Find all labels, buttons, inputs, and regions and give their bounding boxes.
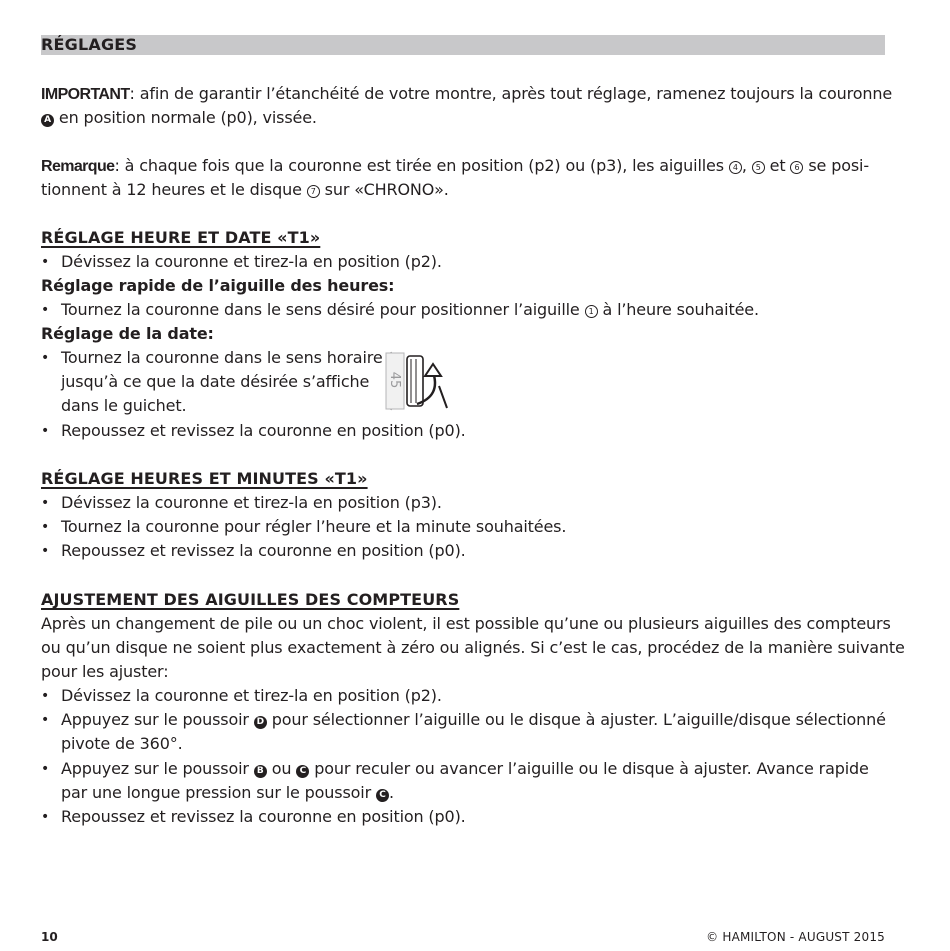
marker-c: C (296, 765, 309, 778)
heading-heure-date (41, 226, 320, 250)
important-line-1 (41, 82, 892, 107)
bullet: • (41, 543, 50, 559)
text: . (388, 783, 394, 802)
marker-a: A (41, 114, 54, 127)
section-title: RÉGLAGES (41, 35, 138, 54)
paragraph-line: ou qu’un disque ne soient plus exactement à zéro ou alignés. Si c’est le cas, procédez de la manière suivante (41, 638, 905, 657)
separator: , (741, 156, 752, 175)
heading-text: AJUSTEMENT DES AIGUILLES DES COMPTEURS (41, 590, 460, 609)
marker-5: 5 (752, 161, 765, 174)
list-item-text (61, 708, 886, 732)
remarque-line-2 (41, 178, 449, 202)
arrow-head-icon (425, 364, 441, 376)
list-item-text: Dévissez la couronne et tirez-la en position (p2). (61, 252, 442, 271)
important-line-2 (41, 106, 317, 130)
bullet: • (41, 688, 50, 704)
separator: et (764, 156, 791, 175)
important-label: IMPORTANT (41, 86, 130, 103)
marker-7: 7 (307, 185, 320, 198)
bullet: • (41, 495, 50, 511)
text: par une longue pression sur le poussoir (61, 783, 376, 802)
subheading-heures: Réglage rapide de l’aiguille des heures: (41, 276, 395, 295)
bullet: • (41, 254, 50, 270)
text: pour sélectionner l’aiguille ou le disque à ajuster. L’aiguille/disque sélectionné (266, 710, 886, 729)
list-item-text: Tournez la couronne dans le sens horaire (61, 348, 383, 367)
list-item-text (61, 298, 759, 322)
arrow-tail (439, 386, 447, 408)
text: Appuyez sur le poussoir (61, 759, 254, 778)
paragraph-line: pour les ajuster: (41, 662, 169, 681)
heading-text: RÉGLAGE HEURE ET DATE «T1» (41, 228, 321, 247)
bullet: • (41, 350, 50, 366)
text: Tournez la couronne dans le sens désiré pour positionner l’aiguille (61, 300, 585, 319)
bullet: • (41, 423, 50, 439)
date-digits: 45 (387, 371, 402, 389)
marker-d: D (254, 716, 267, 729)
heading-text: RÉGLAGE HEURES ET MINUTES «T1» (41, 469, 368, 488)
list-item-text: Repoussez et revissez la couronne en position (p0). (61, 807, 466, 826)
bullet: • (41, 519, 50, 535)
important-text-2: en position normale (p0), vissée. (54, 108, 317, 127)
subheading-date: Réglage de la date: (41, 324, 214, 343)
crown-icon (407, 356, 423, 406)
bullet: • (41, 302, 50, 318)
bullet: • (41, 809, 50, 825)
text: Appuyez sur le poussoir (61, 710, 254, 729)
copyright: © HAMILTON - AUGUST 2015 (706, 930, 885, 944)
marker-4: 4 (729, 161, 742, 174)
list-item-text: Dévissez la couronne et tirez-la en position (p3). (61, 493, 442, 512)
marker-c: C (376, 789, 389, 802)
text: pour reculer ou avancer l’aiguille ou le disque à ajuster. Avance rapide (309, 759, 869, 778)
remarque-text: : à chaque fois que la couronne est tirée en position (p2) ou (p3), les aiguilles (114, 156, 729, 175)
marker-b: B (254, 765, 267, 778)
important-text: : afin de garantir l’étanchéité de votre montre, après tout réglage, ramenez toujours la couronne (129, 84, 893, 103)
remarque-text: se posi- (803, 156, 869, 175)
list-item-text: Repoussez et revissez la couronne en position (p0). (61, 541, 466, 560)
paragraph-line: Après un changement de pile ou un choc violent, il est possible qu’une ou plusieurs aiguilles des compteurs (41, 614, 891, 633)
remarque-text: tionnent à 12 heures et le disque (41, 180, 307, 199)
list-item-text: pivote de 360°. (61, 734, 183, 753)
list-item-text (61, 781, 394, 805)
crown-rotation-illustration (383, 350, 453, 412)
list-item-text: Repoussez et revissez la couronne en position (p0). (61, 421, 466, 440)
heading-heures-minutes (41, 467, 368, 491)
list-item-text: Tournez la couronne pour régler l’heure et la minute souhaitées. (61, 517, 567, 536)
marker-1: 1 (585, 305, 598, 318)
marker-6: 6 (790, 161, 803, 174)
remarque-line-1 (41, 154, 869, 179)
remarque-text: sur «CHRONO». (319, 180, 449, 199)
list-item-text (61, 757, 869, 781)
section-header-bar (41, 35, 885, 55)
bullet: • (41, 712, 50, 728)
page-number: 10 (41, 930, 58, 944)
list-item-text: jusqu’à ce que la date désirée s’affiche (61, 372, 370, 391)
list-item-text: Dévissez la couronne et tirez-la en position (p2). (61, 686, 442, 705)
text: ou (266, 759, 297, 778)
text: à l’heure souhaitée. (597, 300, 759, 319)
heading-ajustement (41, 588, 459, 612)
list-item-text: dans le guichet. (61, 396, 187, 415)
remarque-label: Remarque (41, 158, 115, 175)
bullet: • (41, 761, 50, 777)
